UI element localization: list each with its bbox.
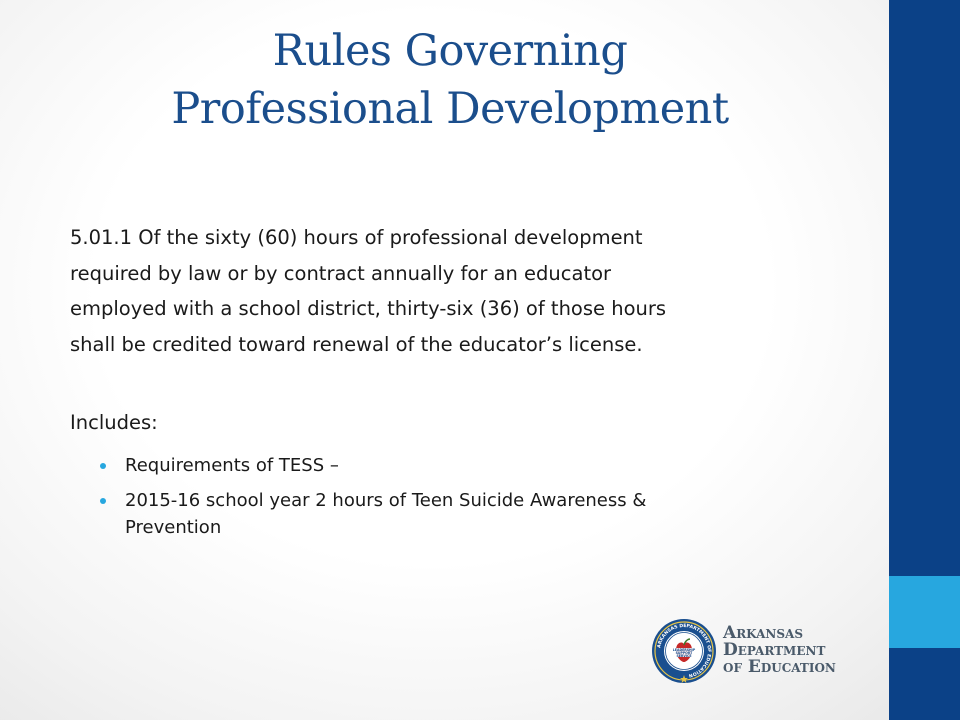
seal-inner-text-2: SUPPORT — [675, 651, 693, 656]
bullet-text-continued: Prevention — [125, 517, 222, 538]
bullet-item — [100, 452, 800, 479]
bullet-dot-icon — [100, 463, 106, 469]
paragraph-line: employed with a school district, thirty-six (36) of those hours — [70, 297, 667, 320]
paragraph-line: required by law or by contract annually for an educator — [70, 261, 612, 285]
body-paragraph — [70, 220, 830, 362]
seal-inner-text-3: SERVICE — [676, 654, 692, 659]
logo-line-1: Arkansas — [723, 623, 804, 643]
bullet-list — [100, 452, 800, 549]
seal-icon — [650, 617, 718, 685]
bullet-text: 2015-16 school year 2 hours of Teen Suicide Awareness & — [125, 490, 647, 511]
sidebar-accent-light — [889, 576, 960, 648]
bullet-text: Requirements of TESS – — [125, 455, 339, 476]
bullet-dot-icon — [100, 498, 106, 504]
slide-title — [70, 22, 830, 138]
paragraph-line: 5.01.1 Of the sixty (60) hours of professional development — [70, 226, 643, 249]
paragraph-line: shall be credited toward renewal of the educator’s license. — [70, 332, 643, 356]
title-line-1: Rules Governing — [272, 26, 628, 76]
bullet-item — [100, 487, 800, 541]
includes-label: Includes: — [70, 411, 158, 434]
ade-logo — [650, 617, 836, 687]
seal-ring-text: ARKANSAS DEPARTMENT OF EDUCATION — [657, 623, 712, 678]
logo-line-3: of Education — [723, 657, 836, 677]
sidebar-accent-dark-bottom — [889, 648, 960, 720]
title-line-2: Professional Development — [171, 84, 729, 134]
sidebar-accent-dark — [889, 0, 960, 576]
seal-inner-text-1: LEADERSHIP — [672, 648, 696, 653]
logo-wordmark — [723, 625, 836, 676]
logo-line-2: Department — [723, 640, 826, 660]
